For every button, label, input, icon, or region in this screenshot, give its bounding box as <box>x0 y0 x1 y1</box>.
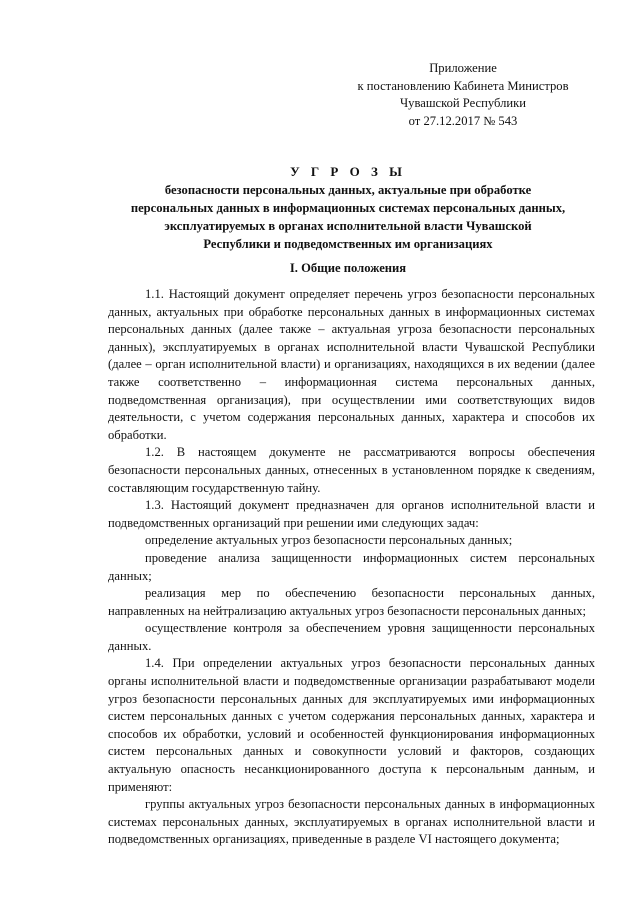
title-line: Республики и подведомственных им организациях <box>203 237 493 251</box>
task-item: реализация мер по обеспечению безопасности персональных данных, направленных на нейтрализацию актуальных угроз безопасности персональных данных; <box>108 586 595 618</box>
task-item: проведение анализа защищенности информационных систем персональных данных; <box>108 550 595 583</box>
appendix-block <box>318 60 608 130</box>
applied-item: группы актуальных угроз безопасности персональных данных в информационных системах персональных данных, эксплуатируемых в органах исполнительной власти и подведомственных организациях, приведенные в разделе VI настоящего документа; <box>108 797 595 847</box>
appendix-date-number: от 27.12.2017 № 543 <box>408 113 518 128</box>
appendix-label: Приложение <box>429 61 497 75</box>
title-line: безопасности персональных данных, актуальные при обработке <box>164 183 532 197</box>
section-heading: I. Общие положения <box>289 261 407 275</box>
task-item: определение актуальных угроз безопасности персональных данных; <box>145 533 513 548</box>
task-item: осуществление контроля за обеспечением уровня защищенности персональных данных. <box>108 621 595 653</box>
document-title <box>95 163 601 253</box>
paragraph-1-2: 1.2. В настоящем документе не рассматриваются вопросы обеспечения безопасности персональных данных, отнесенных в установленном порядке к сведениям, составляющим государственную тайну. <box>108 445 595 495</box>
title-line: персональных данных в информационных системах персональных данных, <box>130 201 566 215</box>
title-main-word: У Г Р О З Ы <box>290 164 406 179</box>
body-text <box>108 286 595 849</box>
title-line: эксплуатируемых в органах исполнительной власти Чувашской <box>164 219 532 233</box>
paragraph-1-4: 1.4. При определении актуальных угроз безопасности персональных данных органы исполнительной власти и подведомственные организации разрабатывают модели угроз безопасности персональных данных для эксплуатируемых ими информационных систем персональных данных с учетом содержания персональных данных, характера и способов их обработки, условий и особенностей функционирования информационных систем персональных данных и совокупности условий и факторов, создающих актуальную опасность несанкционированного доступа к персональным данным, и применяют: <box>108 656 595 794</box>
paragraph-1-1: 1.1. Настоящий документ определяет перечень угроз безопасности персональных данных, актуальных при обработке персональных данных в информационных системах персональных данных (далее также – актуальная угроза безопасности персональных данных), эксплуатируемых в органах исполнительной власти Чувашской Республики (далее – орган исполнительной власти) и организациях, находящихся в их ведении (далее также соответственно – информационная система персональных данных, подведомственная организация), при осуществлении ими соответствующих видов деятельности, с учетом содержания персональных данных, характера и способов их обработки. <box>108 287 595 442</box>
appendix-resolution: к постановлению Кабинета Министров <box>357 78 569 93</box>
appendix-republic: Чувашской Республики <box>400 96 526 110</box>
paragraph-1-3: 1.3. Настоящий документ предназначен для органов исполнительной власти и подведомственных организаций при решении ими следующих задач: <box>108 498 595 530</box>
